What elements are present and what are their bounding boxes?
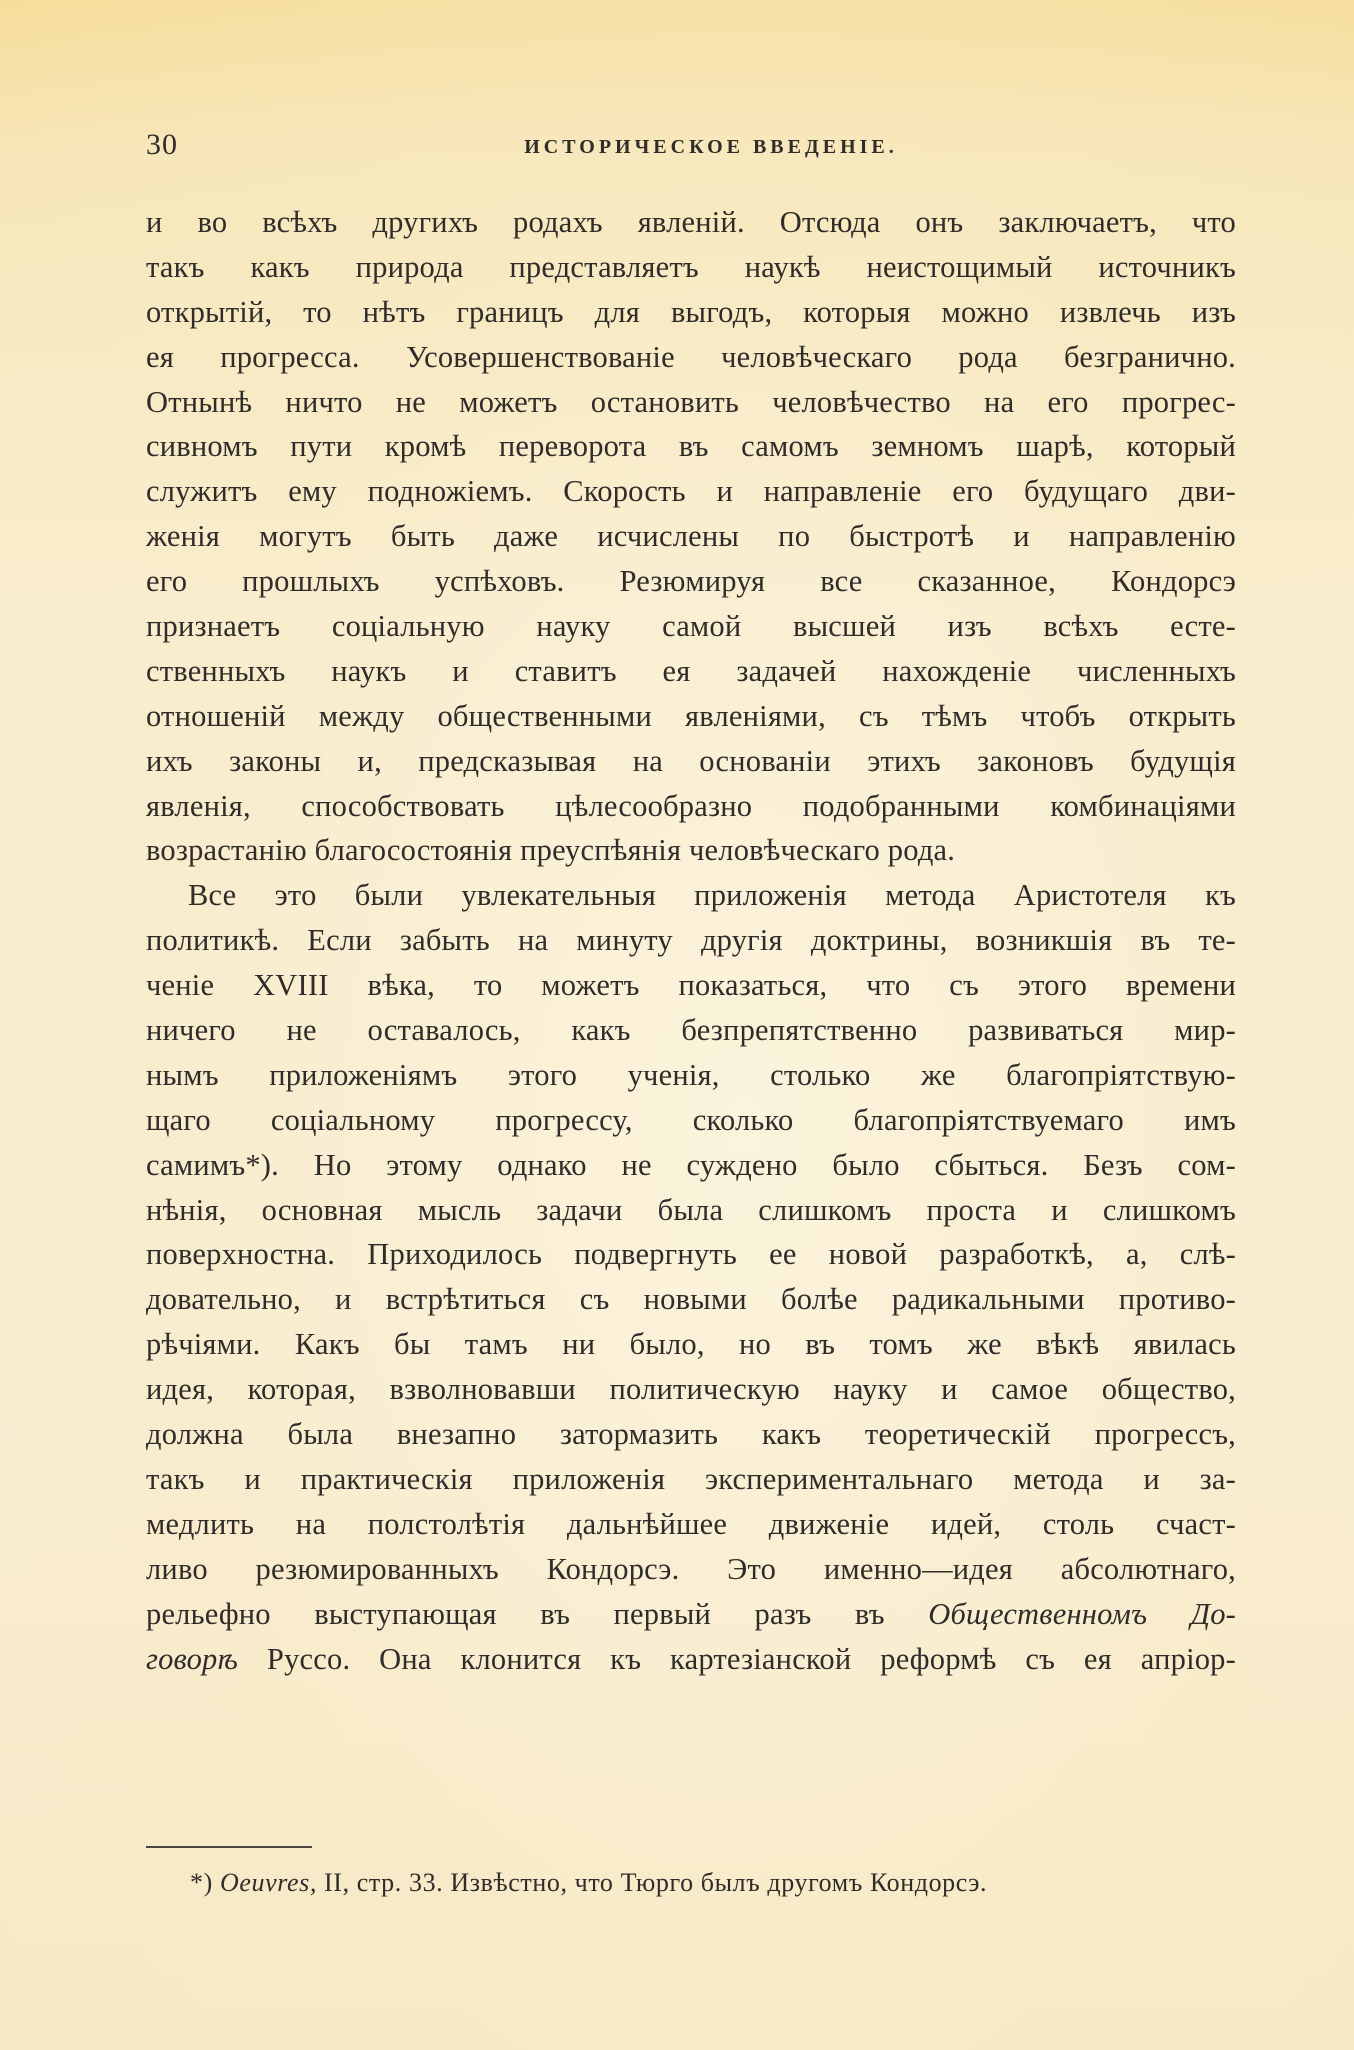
text-line: поверхностна. Приходилось подвергнуть ее новой разработкѣ, а, слѣ-	[146, 1237, 1236, 1272]
text-line: самимъ*). Но этому однако не суждено было сбыться. Безъ сом-	[146, 1147, 1236, 1182]
text-line: и во всѣхъ другихъ родахъ явленій. Отсюда онъ заключаетъ, что	[146, 205, 1236, 239]
text-line: ченіе XVIII вѣка, то можетъ показаться, что съ этого времени	[146, 968, 1236, 1003]
text-line: политикѣ. Если забыть на минуту другія доктрины, возникшія въ те-	[146, 923, 1236, 958]
text-line: нѣнія, основная мысль задачи была слишкомъ проста и слишкомъ	[146, 1192, 1236, 1227]
text-line: такъ какъ природа представляетъ наукѣ неистощимый источникъ	[146, 249, 1236, 284]
text-line: щаго соціальному прогрессу, сколько благопріятствуемаго имъ	[146, 1102, 1236, 1137]
running-title: ИСТОРИЧЕСКОЕ ВВЕДЕНІЕ.	[524, 136, 898, 158]
text-line	[146, 1637, 1236, 1682]
text-line: довательно, и встрѣтиться съ новыми болѣе радикальными противо-	[146, 1282, 1236, 1317]
text-line	[146, 1592, 1236, 1637]
work-title: Общественномъ До-	[928, 1596, 1237, 1631]
text-line: медлить на полстолѣтія дальнѣйшее движеніе идей, столь счаст-	[146, 1506, 1236, 1541]
page-number: 30	[146, 128, 178, 161]
body-text	[146, 200, 1236, 1681]
text-segment: рельефно выступающая въ первый разъ въ	[146, 1596, 885, 1631]
text-line: явленія, способствовать цѣлесообразно подобранными комбинаціями	[146, 788, 1236, 823]
text-line: нымъ приложеніямъ этого ученія, столько же благопріятствую-	[146, 1057, 1236, 1092]
text-line: ственныхъ наукъ и ставитъ ея задачей нахожденіе численныхъ	[146, 653, 1236, 688]
text-line: открытій, то нѣтъ границъ для выгодъ, которыя можно извлечь изъ	[146, 294, 1236, 329]
text-line: сивномъ пути кромѣ переворота въ самомъ земномъ шарѣ, который	[146, 429, 1236, 464]
text-line: отношеній между общественными явленіями, съ тѣмъ чтобъ открыть	[146, 698, 1236, 733]
page-header	[146, 128, 1236, 168]
text-line: идея, которая, взволновавши политическую науку и самое общество,	[146, 1372, 1236, 1407]
text-line: возрастанію благосостоянія преуспѣянія человѣческаго рода.	[146, 833, 956, 868]
text-line: такъ и практическія приложенія экспериментальнаго метода и за-	[146, 1461, 1236, 1496]
text-line: ихъ законы и, предсказывая на основаніи этихъ законовъ будущія	[146, 743, 1236, 778]
text-line: признаетъ соціальную науку самой высшей изъ всѣхъ есте-	[146, 609, 1236, 644]
text-line: женія могутъ быть даже исчислены по быстротѣ и направленію	[146, 519, 1236, 554]
text-line: Отнынѣ ничто не можетъ остановить человѣчество на его прогрес-	[146, 384, 1236, 419]
text-line: рѣчіями. Какъ бы тамъ ни было, но въ томъ же вѣкѣ явилась	[146, 1327, 1236, 1362]
footnote	[190, 1868, 987, 1898]
footnote-text: II, стр. 33. Извѣстно, что Тюрго былъ другомъ Кондорсэ.	[324, 1868, 988, 1897]
footnote-source: Oeuvres,	[219, 1868, 317, 1897]
text-line: ливо резюмированныхъ Кондорсэ. Это именно—идея абсолютнаго,	[146, 1551, 1236, 1586]
text-line: служитъ ему подножіемъ. Скорость и направленіе его будущаго дви-	[146, 474, 1236, 509]
text-line: должна была внезапно затормазить какъ теоретическій прогрессъ,	[146, 1417, 1236, 1452]
footnote-marker: *)	[190, 1868, 213, 1897]
work-title: говорѣ	[146, 1641, 239, 1676]
text-line: его прошлыхъ успѣховъ. Резюмируя все сказанное, Кондорсэ	[146, 564, 1236, 599]
text-line: ничего не оставалось, какъ безпрепятственно развиваться мир-	[146, 1013, 1236, 1048]
text-segment: Руссо. Она клонится къ картезіанской реформѣ съ ея апріор-	[266, 1641, 1236, 1676]
text-line: ея прогресса. Усовершенствованіе человѣческаго рода безгранично.	[146, 339, 1236, 374]
text-line: Все это были увлекательныя приложенія метода Аристотеля къ	[188, 878, 1236, 913]
footnote-rule	[146, 1846, 312, 1848]
